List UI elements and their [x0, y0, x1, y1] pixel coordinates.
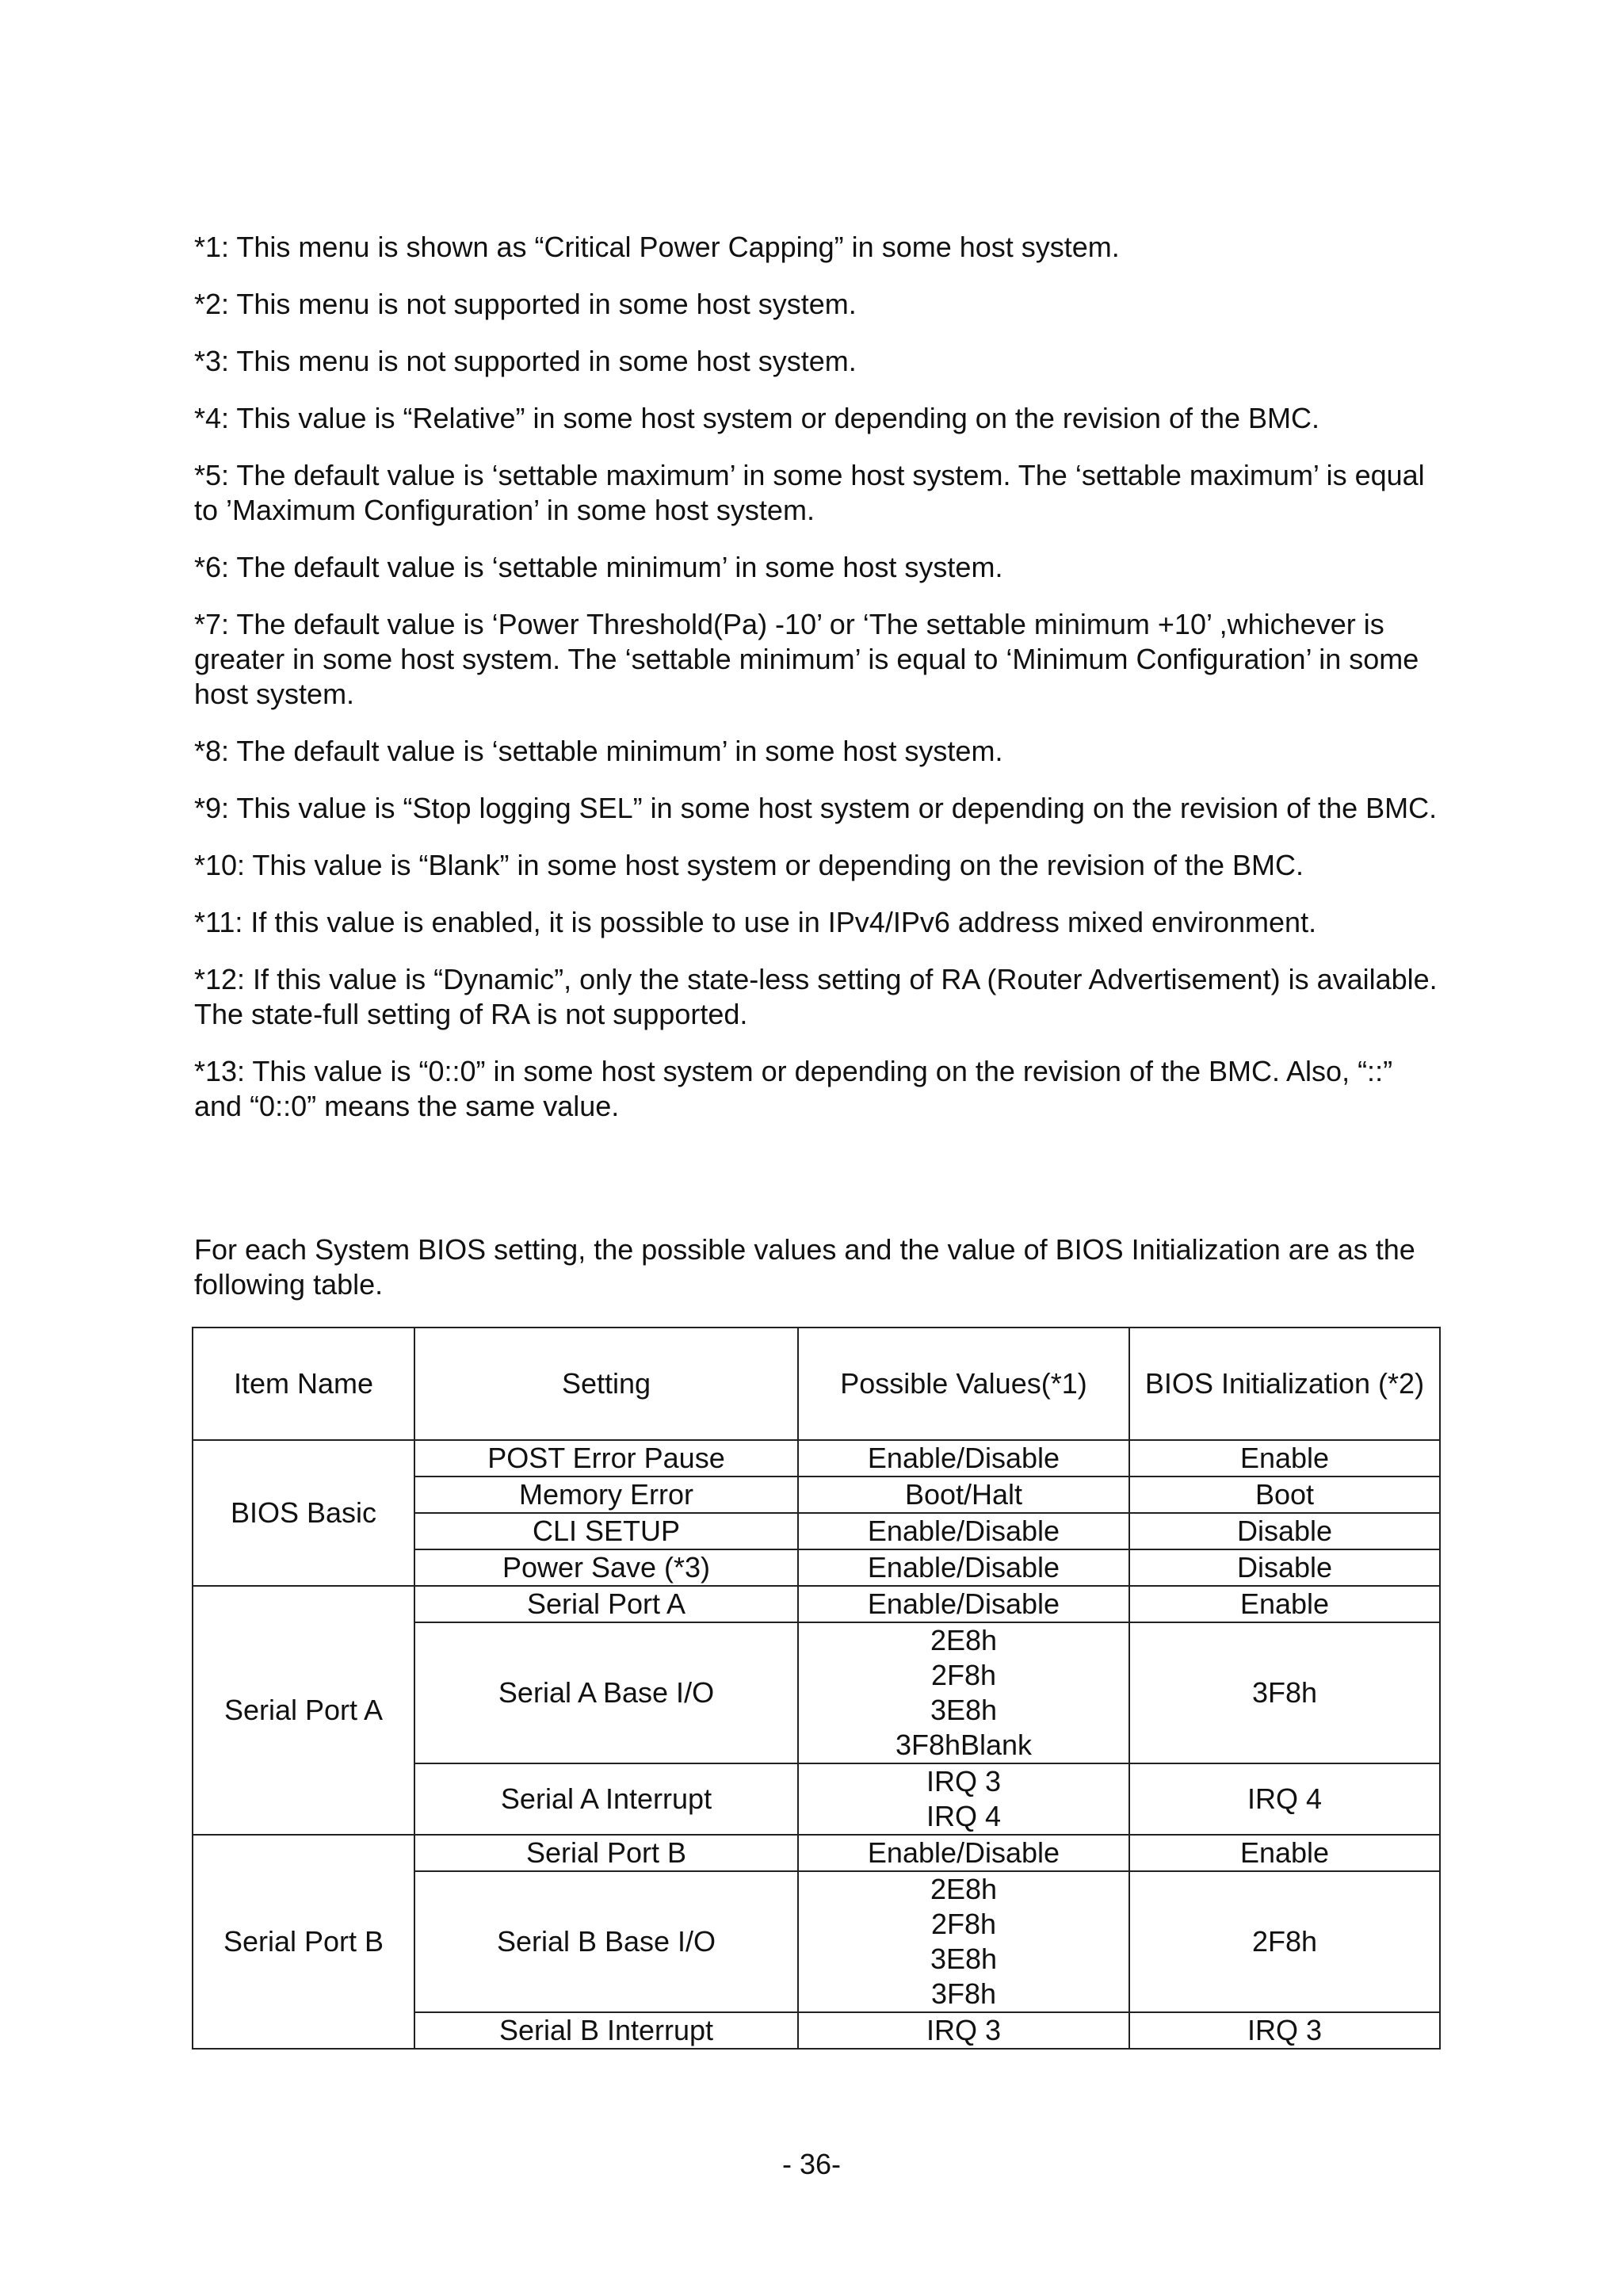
- init-cell: Enable: [1129, 1835, 1440, 1871]
- init-cell: 3F8h: [1129, 1622, 1440, 1763]
- init-cell: IRQ 3: [1129, 2012, 1440, 2049]
- footnote-3: *3: This menu is not supported in some host system.: [194, 345, 857, 377]
- value-line: 3F8hBlank: [895, 1729, 1033, 1761]
- values-cell: [798, 1622, 1129, 1763]
- setting-cell: Serial Port B: [414, 1835, 798, 1871]
- init-cell: 2F8h: [1129, 1871, 1440, 2012]
- footnote-6: *6: The default value is ‘settable minimum’ in some host system.: [194, 551, 1003, 583]
- table-intro: For each System BIOS setting, the possible values and the value of BIOS Initialization are as the following table.: [194, 1233, 1415, 1301]
- footnotes: [194, 230, 1446, 1146]
- footnote-9: *9: This value is “Stop logging SEL” in some host system or depending on the revision of the BMC.: [194, 792, 1438, 824]
- footnote-13: *13: This value is “0::0” in some host system or depending on the revision of the BMC. Also, “::” and “0::0” means the same value.: [194, 1055, 1393, 1122]
- footnote-10: *10: This value is “Blank” in some host system or depending on the revision of the BMC.: [194, 849, 1304, 881]
- setting-cell: Memory Error: [414, 1477, 798, 1513]
- init-cell: Boot: [1129, 1477, 1440, 1513]
- page-number: - 36-: [781, 2148, 842, 2180]
- table-header-row: [193, 1328, 1440, 1440]
- footnote-7: *7: The default value is ‘Power Threshold(Pa) -10’ or ‘The settable minimum +10’ ,whichever is greater in some host system. The ‘settable minimum’ is equal to ‘Minimum Configuration’ in some host system.: [194, 608, 1419, 710]
- value-line: 3E8h: [930, 1943, 998, 1975]
- header-item-name: Item Name: [193, 1328, 414, 1440]
- value-line: 3E8h: [930, 1694, 998, 1726]
- value-line: 2F8h: [930, 1659, 997, 1691]
- value-line: IRQ 4: [926, 1800, 1002, 1832]
- values-cell: Enable/Disable: [798, 1513, 1129, 1549]
- table-row: [193, 1440, 1440, 1477]
- values-cell: [798, 1871, 1129, 2012]
- init-cell: Enable: [1129, 1440, 1440, 1477]
- values-cell: [798, 1763, 1129, 1835]
- footnote-1: *1: This menu is shown as “Critical Power Capping” in some host system.: [194, 231, 1120, 263]
- init-cell: Disable: [1129, 1549, 1440, 1586]
- value-line: 2F8h: [930, 1908, 997, 1940]
- setting-cell: Serial A Base I/O: [414, 1622, 798, 1763]
- footnote-8: *8: The default value is ‘settable minimum’ in some host system.: [194, 735, 1003, 767]
- footnote-2: *2: This menu is not supported in some host system.: [194, 288, 857, 320]
- values-cell: Enable/Disable: [798, 1440, 1129, 1477]
- table-row: [193, 1586, 1440, 1622]
- value-line: 3F8h: [930, 1977, 997, 2010]
- footnote-12: *12: If this value is “Dynamic”, only the state-less setting of RA (Router Advertisement) is available. The state-full setting of RA is not supported.: [194, 963, 1438, 1030]
- setting-cell: Serial B Interrupt: [414, 2012, 798, 2049]
- values-cell: IRQ 3: [798, 2012, 1129, 2049]
- group-serial-port-b: Serial Port B: [193, 1835, 414, 2049]
- table-row: [193, 1835, 1440, 1871]
- value-line: 2E8h: [930, 1624, 998, 1656]
- values-cell: Enable/Disable: [798, 1586, 1129, 1622]
- footnote-5: *5: The default value is ‘settable maximum’ in some host system. The ‘settable maximum’ is equal to ’Maximum Configuration’ in some host system.: [194, 459, 1425, 526]
- value-line: 2E8h: [930, 1873, 998, 1905]
- group-serial-port-a: Serial Port A: [193, 1586, 414, 1835]
- footnote-4: *4: This value is “Relative” in some host system or depending on the revision of the BMC.: [194, 402, 1320, 434]
- header-bios-initialization: BIOS Initialization (*2): [1129, 1328, 1440, 1440]
- init-cell: IRQ 4: [1129, 1763, 1440, 1835]
- header-setting: Setting: [414, 1328, 798, 1440]
- values-cell: Enable/Disable: [798, 1549, 1129, 1586]
- setting-cell: Power Save (*3): [414, 1549, 798, 1586]
- values-cell: Boot/Halt: [798, 1477, 1129, 1513]
- value-line: IRQ 3: [926, 1765, 1002, 1797]
- bios-settings-table: [192, 1327, 1441, 2050]
- group-bios-basic: BIOS Basic: [193, 1440, 414, 1586]
- init-cell: Disable: [1129, 1513, 1440, 1549]
- values-cell: Enable/Disable: [798, 1835, 1129, 1871]
- setting-cell: Serial Port A: [414, 1586, 798, 1622]
- setting-cell: Serial B Base I/O: [414, 1871, 798, 2012]
- init-cell: Enable: [1129, 1586, 1440, 1622]
- header-possible-values: Possible Values(*1): [798, 1328, 1129, 1440]
- setting-cell: Serial A Interrupt: [414, 1763, 798, 1835]
- setting-cell: CLI SETUP: [414, 1513, 798, 1549]
- footnote-11: *11: If this value is enabled, it is possible to use in IPv4/IPv6 address mixed environment.: [194, 906, 1317, 938]
- setting-cell: POST Error Pause: [414, 1440, 798, 1477]
